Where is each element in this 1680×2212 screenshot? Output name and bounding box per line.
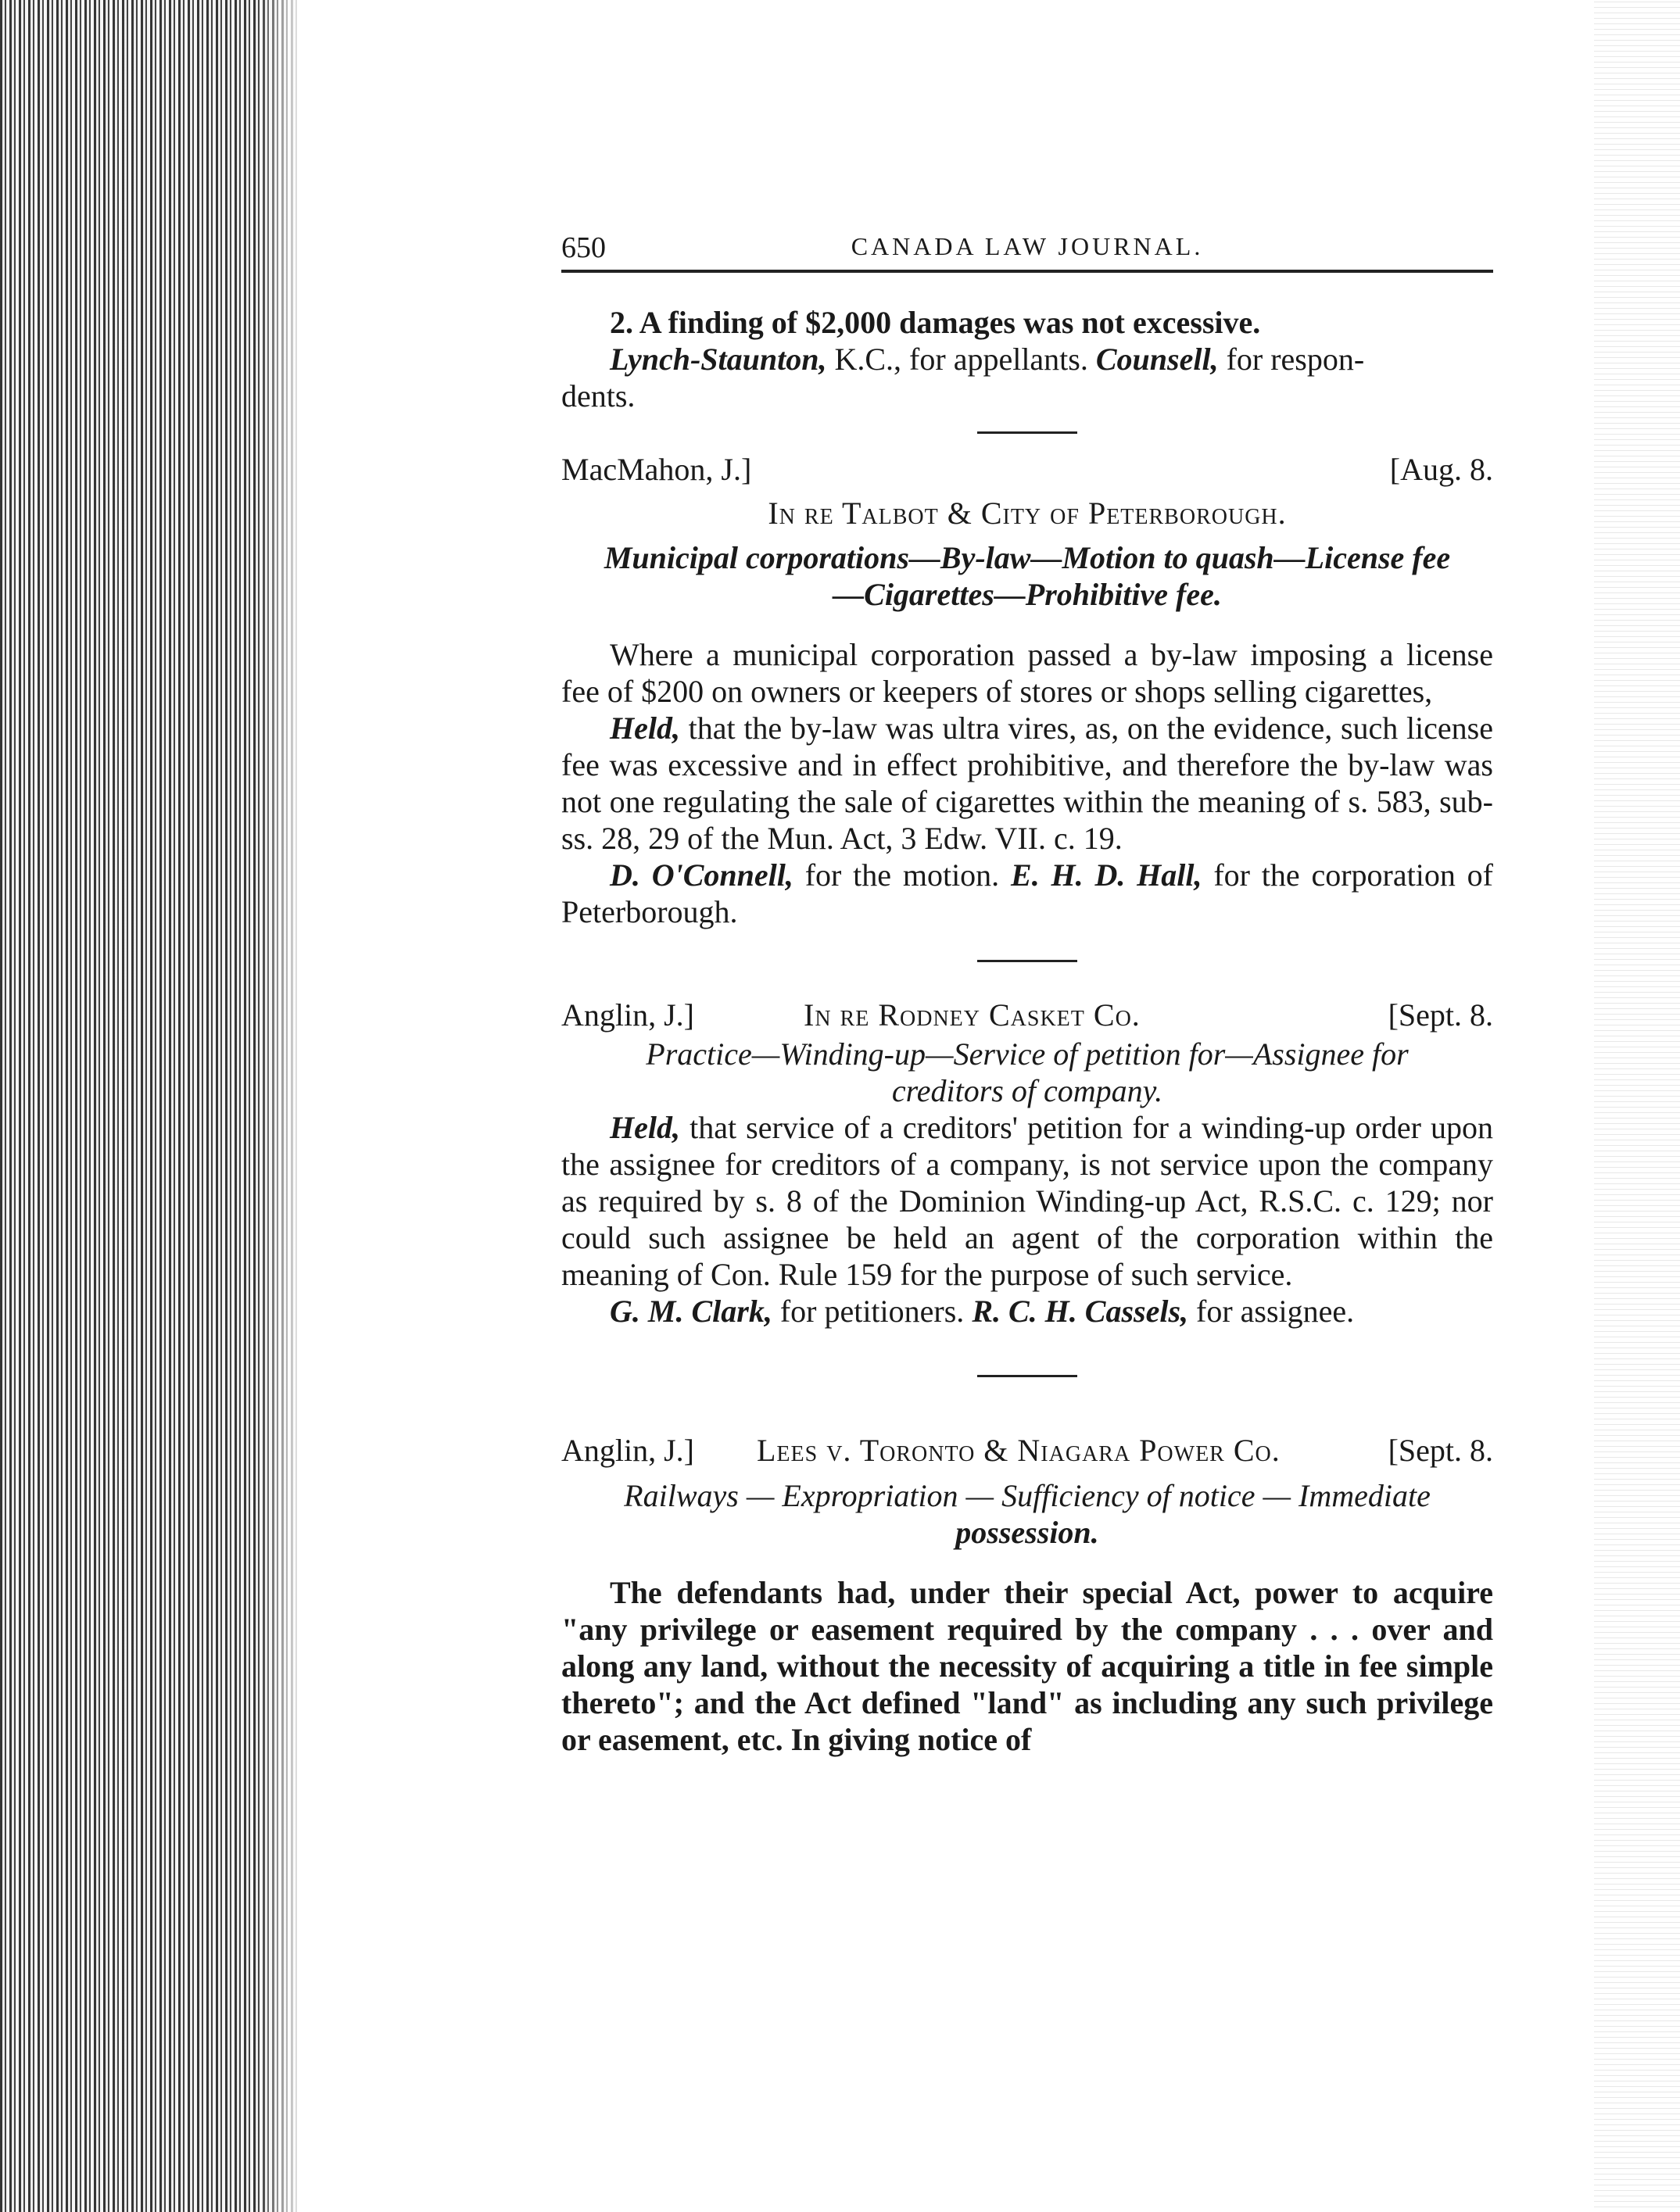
holding: [561, 1109, 1493, 1293]
judge-name: Anglin, J.]: [561, 997, 694, 1033]
headnote-cont: possession.: [955, 1515, 1099, 1550]
running-title: CANADA LAW JOURNAL.: [851, 232, 1204, 260]
case-facts: The defendants had, under their special Act, power to acquire "any privilege or easement required by the company . . . over and along any land, without the necessity of acquiring a title in fee simple thereto"; and the Act defined "land" as including any such privilege or easement, etc. In giving notice of: [561, 1575, 1493, 1757]
headnote: Railways — Expropriation — Sufficiency of notice — Immediate: [624, 1478, 1431, 1513]
judge-name: MacMahon, J.]: [561, 452, 752, 487]
headnote-cont: —Cigarettes—Prohibitive fee.: [833, 577, 1222, 612]
case-talbot: [561, 451, 1493, 930]
counsel-role: for petitioners.: [772, 1294, 973, 1329]
decision-date: [Sept. 8.: [1388, 997, 1493, 1033]
section-divider: [977, 431, 1077, 434]
case-rodney-casket: [561, 997, 1493, 1330]
counsel-role: K.C., for appellants.: [826, 342, 1096, 377]
decision-date: [Aug. 8.: [1389, 452, 1493, 487]
counsel-role: for the motion.: [793, 857, 1012, 893]
counsel-name: Counsell,: [1095, 342, 1219, 377]
held-text: that service of a creditors' petition for a winding-up order upon the assignee for creditors of a company, is not service upon the company as required by s. 8 of the Dominion Winding-up Act, R.S.C. c. 129; nor could such assignee be held an agent of the corporation within the meaning of Con. Rule 159 for the purpose of such service.: [561, 1110, 1493, 1292]
holding: [561, 710, 1493, 857]
counsel-name: D. O'Connell,: [610, 857, 793, 893]
counsel-name: Lynch-Staunton,: [610, 342, 827, 377]
counsel-name: E. H. D. Hall,: [1011, 857, 1202, 893]
section-divider: [977, 1375, 1077, 1377]
counsel-line: [561, 1293, 1493, 1330]
section-divider: [977, 960, 1077, 962]
case-meta-row: [561, 997, 1493, 1036]
page-header: [561, 223, 1493, 273]
headnote: Practice—Winding-up—Service of petition for—Assignee for: [646, 1036, 1409, 1072]
decision-date: [Sept. 8.: [1388, 1433, 1493, 1468]
case-title: Lees v. Toronto & Niagara Power Co.: [757, 1433, 1281, 1468]
held-text: that the by-law was ultra vires, as, on the evidence, such license fee was excessive and in effect prohibitive, and therefore the by-law was not one regulating the sale of cigarettes within the meaning of s. 583, sub-ss. 28, 29 of the Mun. Act, 3 Edw. VII. c. 19.: [561, 710, 1493, 856]
case-meta-row: [561, 1432, 1493, 1471]
case-prior-tail: [561, 304, 1493, 414]
counsel-continuation: dents.: [561, 378, 636, 413]
held-label: Held,: [610, 1110, 680, 1145]
page-number: 650: [561, 231, 606, 264]
case-title: In re Talbot & City of Peterborough.: [768, 496, 1287, 531]
held-label: Held,: [610, 710, 680, 746]
page-edge-speckle: [1594, 0, 1680, 2212]
finding-line: 2. A finding of $2,000 damages was not excessive.: [610, 305, 1261, 340]
case-facts: Where a municipal corporation passed a by-law imposing a license fee of $200 on owners or keepers of stores or shops selling cigarettes,: [561, 637, 1493, 709]
counsel-role: for the corporation of Peterborough.: [561, 857, 1493, 929]
book-binding-edge: [0, 0, 297, 2212]
case-lees: [561, 1432, 1493, 1758]
counsel-line: [561, 341, 1493, 378]
headnote-cont: creditors of company.: [891, 1073, 1163, 1108]
counsel-line: [561, 857, 1493, 930]
counsel-role: for respon-: [1218, 342, 1365, 377]
headnote: Municipal corporations—By-law—Motion to quash—License fee: [604, 540, 1451, 575]
counsel-name: G. M. Clark,: [610, 1294, 772, 1329]
case-title: In re Rodney Casket Co.: [804, 997, 1141, 1033]
binding-shadow: [258, 0, 305, 2212]
counsel-role: for assignee.: [1188, 1294, 1355, 1329]
judge-name: Anglin, J.]: [561, 1433, 694, 1468]
counsel-name: R. C. H. Cassels,: [972, 1294, 1189, 1329]
journal-page: [561, 223, 1493, 1758]
case-meta-row: [561, 451, 1493, 490]
